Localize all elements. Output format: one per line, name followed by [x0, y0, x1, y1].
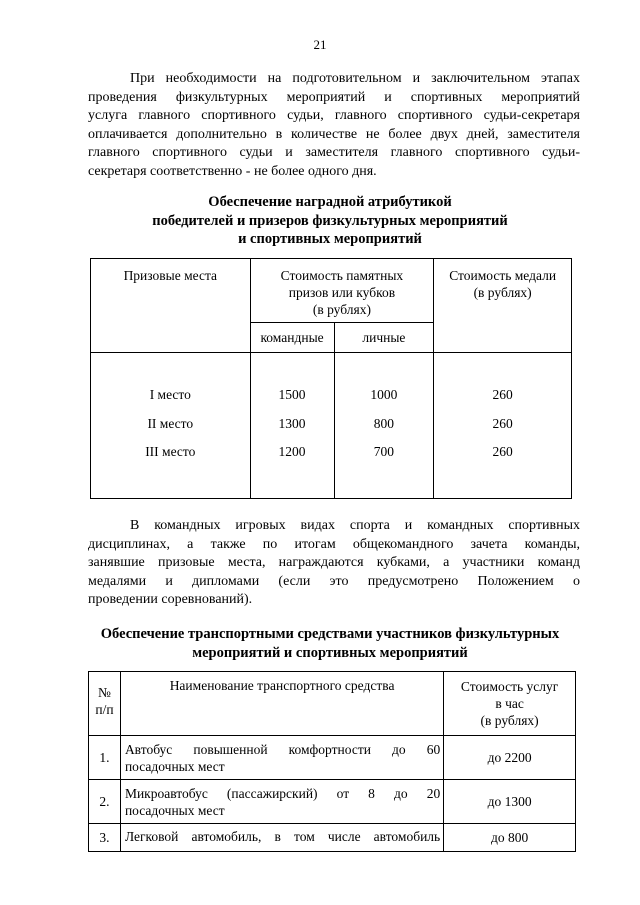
medal-cost-cell: 260: [492, 444, 513, 459]
place-cell: I место: [149, 387, 191, 402]
header-number: № п/п: [89, 672, 121, 736]
header-prize-places: Призовые места: [91, 259, 251, 353]
heading-transport: [60, 625, 600, 662]
column-team-cost: [250, 353, 334, 499]
medal-cost-cell: 260: [492, 387, 513, 402]
paragraph-line: медалями и дипломами (если это предусмотрено Положением о: [88, 573, 580, 589]
header-service-cost: Стоимость услуг в час (в рублях): [444, 672, 576, 736]
row-number: 3.: [89, 824, 121, 852]
table-row: [89, 736, 576, 780]
table-row: [89, 824, 576, 852]
heading-awards: [60, 193, 600, 249]
row-number: 1.: [89, 736, 121, 780]
row-number: 2.: [89, 780, 121, 824]
personal-cost-cell: 700: [373, 444, 394, 459]
team-cost-cell: 1500: [278, 387, 306, 402]
header-prize-cost: Стоимость памятных призов или кубков (в рублях): [250, 259, 434, 323]
place-cell: III место: [145, 444, 196, 459]
header-personal: личные: [334, 323, 434, 353]
heading-line: мероприятий и спортивных мероприятий: [192, 644, 468, 661]
column-personal-cost: [334, 353, 434, 499]
heading-line: Обеспечение транспортными средствами участников физкультурных: [100, 626, 560, 642]
header-medal-cost: Стоимость медали (в рублях): [434, 259, 572, 353]
page-number: 21: [313, 37, 327, 52]
paragraph-line: проведении соревнований).: [88, 592, 253, 608]
paragraph-line: услуга главного спортивного судьи, главного спортивного судьи-секретаря: [88, 108, 580, 124]
paragraph-team-sports: [88, 517, 580, 610]
vehicle-name: Автобус повышенной комфортности до 60 посадочных мест: [120, 736, 443, 780]
paragraph-line: занявшие призовые места, награждаются кубками, а участники команд: [88, 555, 580, 571]
team-cost-cell: 1300: [278, 415, 306, 431]
team-cost-cell: 1200: [278, 444, 306, 459]
paragraph-line: проведения физкультурных мероприятий и спортивных мероприятий: [88, 89, 580, 105]
service-cost: до 800: [444, 824, 576, 852]
heading-line: Обеспечение наградной атрибутикой: [208, 194, 452, 210]
column-places: [91, 353, 251, 499]
heading-line: и спортивных мероприятий: [238, 231, 422, 247]
paragraph-line: дисциплинах, а также по итогам общекомандного зачета команды,: [88, 536, 580, 552]
medal-cost-cell: 260: [492, 415, 513, 431]
header-vehicle-name: Наименование транспортного средства: [120, 672, 443, 736]
table-row: [89, 780, 576, 824]
awards-table: [90, 258, 572, 499]
header-team: командные: [250, 323, 334, 353]
transport-table: [88, 671, 576, 852]
personal-cost-cell: 800: [373, 415, 394, 431]
service-cost: до 2200: [444, 736, 576, 780]
service-cost: до 1300: [444, 780, 576, 824]
place-cell: II место: [147, 415, 194, 431]
vehicle-name: Легковой автомобиль, в том числе автомобиль: [120, 824, 443, 852]
paragraph-additional-payment: [88, 70, 580, 182]
paragraph-line: оплачивается дополнительно в количестве не более двух дней, заместителя: [88, 126, 580, 142]
paragraph-line: секретаря соответственно - не более одного дня.: [88, 163, 377, 179]
paragraph-line: При необходимости на подготовительном и заключительном этапах: [130, 71, 580, 86]
paragraph-line: В командных игровых видах спорта и командных спортивных: [130, 518, 580, 533]
column-medal-cost: [434, 353, 572, 499]
personal-cost-cell: 1000: [370, 387, 398, 402]
vehicle-name: Микроавтобус (пассажирский) от 8 до 20 посадочных мест: [120, 780, 443, 824]
paragraph-line: главного спортивного судьи и заместителя главного спортивного судьи-: [88, 145, 580, 161]
heading-line: победителей и призеров физкультурных мероприятий: [152, 212, 508, 229]
